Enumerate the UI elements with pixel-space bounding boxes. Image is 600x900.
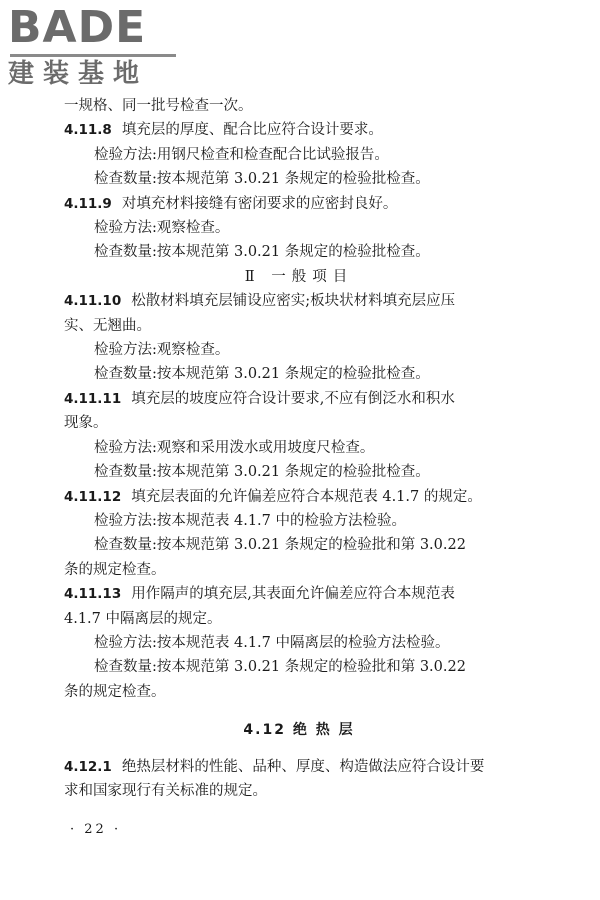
clause-number: 4.11.8	[64, 122, 112, 139]
document-body	[64, 94, 534, 803]
clause-number: 4.11.11	[64, 390, 122, 407]
logo-underline	[10, 54, 176, 57]
indented-line: 检查数量:按本规范第 3.0.21 条规定的检验批检查。	[94, 366, 430, 383]
text-line: 实、无翘曲。	[64, 317, 151, 334]
clause-number: 4.11.13	[64, 586, 122, 603]
indented-line: 检验方法:观察和采用泼水或用坡度尺检查。	[94, 439, 375, 456]
logo-subtitle: 建装基地	[8, 59, 149, 89]
clause-number: 4.11.12	[64, 488, 122, 505]
clause-text: 填充层的坡度应符合设计要求,不应有倒泛水和积水	[131, 390, 455, 407]
text-line: 现象。	[64, 415, 108, 432]
clause-text: 松散材料填充层铺设应密实;板块状材料填充层应压	[131, 293, 456, 310]
page-number: · 22 ·	[70, 822, 122, 837]
clause-line	[64, 289, 534, 313]
indented-line: 检验方法:观察检查。	[94, 220, 230, 237]
subsection-heading: Ⅱ 一般项目	[244, 268, 354, 285]
clause-text: 填充层表面的允许偏差应符合本规范表 4.1.7 的规定。	[131, 488, 482, 505]
indented-line: 检查数量:按本规范第 3.0.21 条规定的检验批检查。	[94, 464, 430, 481]
clause-number: 4.12.1	[64, 758, 112, 775]
clause-line	[64, 387, 534, 411]
text-line: 一规格、同一批号检查一次。	[64, 98, 253, 114]
clause-line	[64, 582, 534, 606]
text-line: 求和国家现行有关标准的规定。	[64, 782, 267, 799]
bade-logo	[8, 4, 178, 90]
text-line: 条的规定检查。	[64, 561, 166, 578]
clause-line	[64, 118, 534, 142]
clause-line	[64, 755, 534, 779]
indented-line: 检查数量:按本规范第 3.0.21 条规定的检验批检查。	[94, 244, 430, 261]
indented-line: 检验方法:按本规范表 4.1.7 中的检验方法检验。	[94, 512, 406, 529]
indented-line: 检验方法:按本规范表 4.1.7 中隔离层的检验方法检验。	[94, 634, 450, 651]
clause-text: 填充层的厚度、配合比应符合设计要求。	[121, 122, 383, 139]
clause-text: 对填充材料接缝有密闭要求的应密封良好。	[121, 195, 398, 212]
text-line: 条的规定检查。	[64, 683, 166, 700]
indented-line: 检查数量:按本规范第 3.0.21 条规定的检验批和第 3.0.22	[94, 537, 466, 554]
indented-line: 检验方法:用钢尺检查和检查配合比试验报告。	[94, 146, 389, 163]
text-line: 4.1.7 中隔离层的规定。	[64, 610, 222, 627]
indented-line: 检查数量:按本规范第 3.0.21 条规定的检验批检查。	[94, 171, 430, 188]
clause-text: 绝热层材料的性能、品种、厚度、构造做法应符合设计要	[121, 758, 485, 775]
indented-line: 检查数量:按本规范第 3.0.21 条规定的检验批和第 3.0.22	[94, 659, 466, 676]
clause-number: 4.11.9	[64, 195, 112, 212]
clause-number: 4.11.10	[64, 293, 122, 310]
clause-line	[64, 485, 534, 509]
logo-brand-text: BADE	[8, 2, 147, 53]
section-heading: 4.12 绝 热 层	[243, 722, 355, 739]
clause-text: 用作隔声的填充层,其表面允许偏差应符合本规范表	[131, 586, 455, 603]
indented-line: 检验方法:观察检查。	[94, 342, 230, 359]
clause-line	[64, 192, 534, 216]
